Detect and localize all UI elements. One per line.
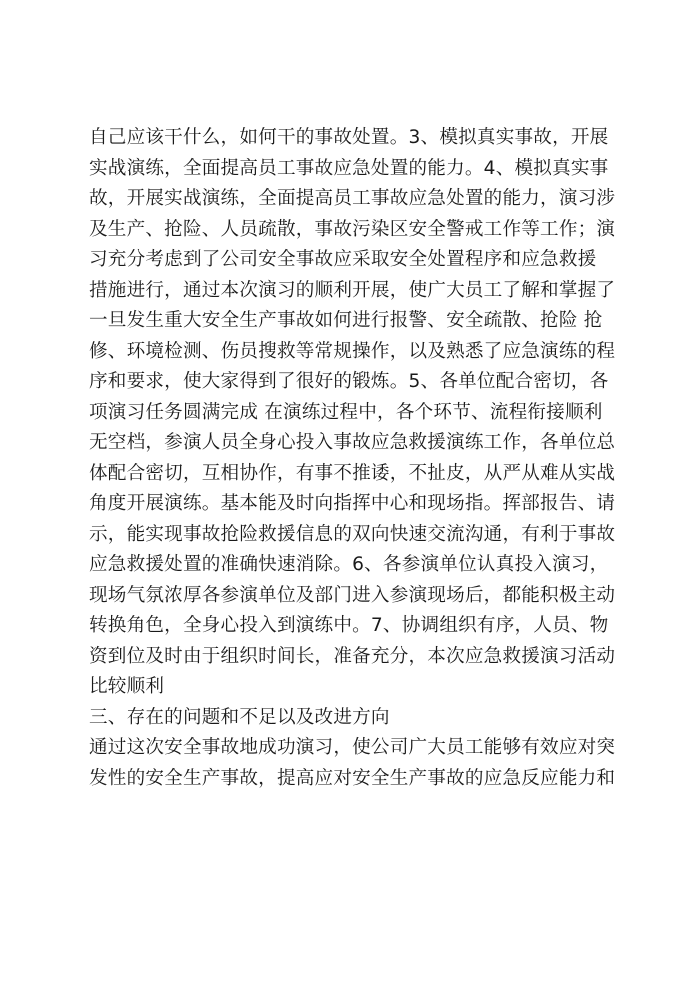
text-line: 自己应该干什么，如何干的事故处置。3、模拟真实事故，开展 — [89, 127, 609, 148]
text-line: 措施进行，通过本次演习的顺利开展，使广大员工了解和掌握了 — [89, 279, 616, 301]
text-line: 转换角色，全身心投入到演练中。7、协调组织有序，人员、物 — [89, 615, 609, 636]
text-line: 比较顺利 — [89, 676, 165, 697]
text-line: 应急救援处置的准确快速消除。6、各参演单位认真投入演习， — [89, 554, 609, 575]
text-line: 角度开展演练。基本能及时向指挥中心和现场指。挥部报告、请 — [89, 493, 616, 514]
text-line: 习充分考虑到了公司安全事故应采取安全处置程序和应急救援 — [89, 249, 597, 270]
text-line: 修、环境检测、伤员搜救等常规操作，以及熟悉了应急演练的程 — [89, 340, 616, 362]
text-line: 实战演练，全面提高员工事故应急处置的能力。4、模拟真实事 — [89, 157, 609, 179]
text-line: 及生产、抢险、人员疏散，事故污染区安全警戒工作等工作；演 — [89, 218, 616, 240]
text-line: 资到位及时由于组织时间长，准备充分，本次应急救援演习活动 — [89, 645, 616, 667]
text-line: 一旦发生重大安全生产事故如何进行报警、安全疏散、抢险 抢 — [89, 310, 603, 331]
text-line: 发性的安全生产事故，提高应对安全生产事故的应急反应能力和 — [89, 767, 616, 789]
text-line: 示，能实现事故抢险救援信息的双向快速交流沟通，有利于事故 — [89, 523, 616, 545]
body-text — [89, 123, 649, 794]
text-line: 序和要求，使大家得到了很好的锻炼。5、各单位配合密切，各 — [89, 371, 609, 392]
text-line: 故，开展实战演练，全面提高员工事故应急处置的能力，演习涉 — [89, 188, 616, 209]
text-line: 现场气氛浓厚各参演单位及部门进入参演现场后，都能积极主动 — [89, 584, 616, 606]
text-line: 体配合密切，互相协作，有事不推诿，不扯皮，从严从难从实战 — [89, 462, 616, 484]
section-heading: 三、存在的问题和不足以及改进方向 — [89, 706, 390, 728]
text-line: 通过这次安全事故地成功演习，使公司广大员工能够有效应对突 — [89, 737, 616, 758]
text-line: 无空档，参演人员全身心投入事故应急救援演练工作，各单位总 — [89, 432, 616, 453]
text-line: 项演习任务圆满完成 在演练过程中，各个环节、流程衔接顺利 — [89, 401, 603, 423]
